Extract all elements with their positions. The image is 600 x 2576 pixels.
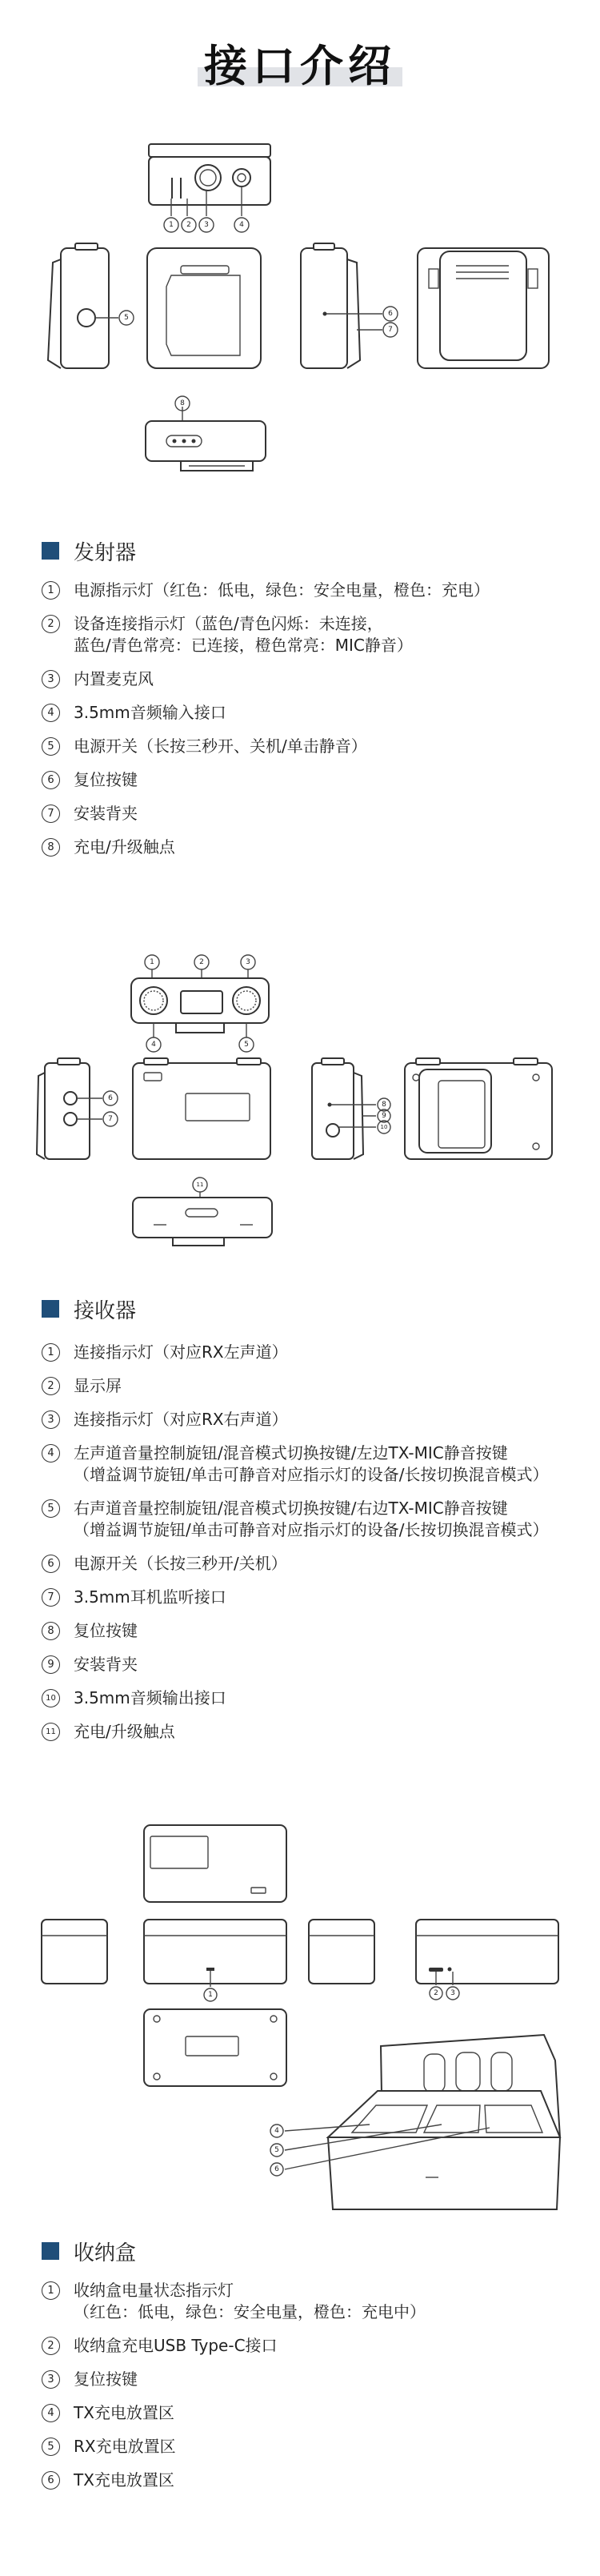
item-number: 5: [42, 737, 60, 756]
case-callout-6: 6: [274, 2165, 279, 2173]
rx-callout-10: 10: [380, 1124, 388, 1130]
tx-callout-1: 1: [169, 221, 174, 229]
case-right-view: [309, 1920, 374, 1984]
list-item: 4 左声道音量控制旋钮/混音模式切换按键/左边TX-MIC静音按键 （增益调节旋钮/单击可静音对应指示灯的设备/长按切换混音模式）: [42, 1442, 594, 1486]
case-back-view: [416, 1920, 558, 2000]
tx-left-view: [48, 243, 134, 368]
tx-top-view: [149, 144, 270, 216]
receiver-diagram: [0, 945, 600, 1281]
item-number: 3: [42, 670, 60, 688]
case-callout-3: 3: [450, 1989, 455, 1997]
rx-top-view: [131, 955, 269, 1052]
list-item: 11 充电/升级触点: [42, 1721, 594, 1743]
case-diagram: [0, 1809, 600, 2257]
rx-callout-3: 3: [246, 958, 250, 966]
transmitter-section-header: [42, 539, 136, 563]
item-number: 10: [42, 1689, 60, 1707]
list-item: 6 TX充电放置区: [42, 2470, 594, 2491]
case-callout-4: 4: [274, 2127, 279, 2135]
rx-right-view: [312, 1058, 390, 1159]
list-item: 8 复位按键: [42, 1620, 594, 1642]
transmitter-section-title: 发射器: [74, 540, 137, 565]
item-number: 11: [42, 1723, 60, 1741]
tx-callout-4: 4: [239, 221, 244, 229]
tx-callout-6: 6: [388, 310, 393, 318]
page-title-wrap: [0, 32, 600, 94]
item-number: 9: [42, 1655, 60, 1674]
item-number: 8: [42, 838, 60, 857]
section-marker-icon: [42, 1300, 59, 1318]
tx-callout-2: 2: [186, 221, 191, 229]
list-item: 2 显示屏: [42, 1375, 594, 1397]
list-item: 3 内置麦克风: [42, 668, 594, 690]
list-item: 3 复位按键: [42, 2369, 594, 2390]
rx-callout-11: 11: [196, 1182, 204, 1188]
list-item: 6 电源开关（长按三秒开/关机）: [42, 1553, 594, 1575]
rx-callout-8: 8: [382, 1101, 386, 1109]
tx-front-view: [147, 248, 261, 368]
item-number: 3: [42, 1410, 60, 1429]
list-item: 4 TX充电放置区: [42, 2402, 594, 2424]
list-item: 4 3.5mm音频输入接口: [42, 702, 594, 724]
list-item: 10 3.5mm音频输出接口: [42, 1687, 594, 1709]
list-item: 1 电源指示灯（红色：低电，绿色：安全电量，橙色：充电）: [42, 580, 594, 601]
list-item: 7 安装背夹: [42, 803, 594, 825]
item-number: 4: [42, 1444, 60, 1463]
item-number: 6: [42, 771, 60, 789]
list-item: 1 连接指示灯（对应RX左声道）: [42, 1342, 594, 1363]
list-item: 5 电源开关（长按三秒开、关机/单击静音）: [42, 736, 594, 757]
case-left-view: [42, 1920, 107, 1984]
case-callout-1: 1: [208, 1991, 213, 1999]
receiver-section-header: [42, 1297, 136, 1321]
receiver-section-title: 接收器: [74, 1298, 137, 1323]
section-marker-icon: [42, 542, 59, 560]
rx-callout-1: 1: [150, 958, 154, 966]
case-list: [42, 2280, 594, 2503]
item-number: 1: [42, 1343, 60, 1362]
list-item: 2 收纳盒充电USB Type-C接口: [42, 2335, 594, 2357]
case-section-header: [42, 2239, 136, 2263]
tx-bottom-view: [146, 396, 266, 471]
rx-callout-7: 7: [108, 1115, 113, 1123]
tx-callout-5: 5: [124, 314, 129, 322]
item-number: 5: [42, 1499, 60, 1518]
list-item: 3 连接指示灯（对应RX右声道）: [42, 1409, 594, 1430]
rx-callout-9: 9: [382, 1112, 386, 1120]
item-number: 1: [42, 581, 60, 600]
list-item: 9 安装背夹: [42, 1654, 594, 1675]
item-number: 7: [42, 1588, 60, 1607]
tx-back-view: [418, 248, 549, 368]
item-number: 4: [42, 2404, 60, 2422]
list-item: 7 3.5mm耳机监听接口: [42, 1587, 594, 1608]
receiver-list: [42, 1342, 594, 1755]
item-number: 6: [42, 2471, 60, 2490]
rx-bottom-view: [133, 1178, 272, 1246]
tx-top-callouts: [164, 218, 249, 232]
case-callout-2: 2: [434, 1989, 438, 1997]
case-top-view: [144, 1825, 286, 1902]
item-number: 3: [42, 2370, 60, 2389]
item-number: 5: [42, 2438, 60, 2456]
tx-callout-8: 8: [180, 399, 185, 407]
rx-callout-5: 5: [244, 1041, 249, 1049]
item-number: 6: [42, 1555, 60, 1573]
section-marker-icon: [42, 2242, 59, 2260]
rx-back-view: [405, 1058, 552, 1159]
item-number: 8: [42, 1622, 60, 1640]
case-bottom-view: [144, 2009, 286, 2086]
list-item: 5 RX充电放置区: [42, 2436, 594, 2458]
list-item: 8 充电/升级触点: [42, 837, 594, 858]
rx-left-view: [37, 1058, 118, 1159]
rx-front-view: [133, 1058, 270, 1159]
tx-callout-7: 7: [388, 326, 393, 334]
case-section-title: 收纳盒: [74, 2241, 137, 2265]
item-number: 7: [42, 804, 60, 823]
item-number: 4: [42, 704, 60, 722]
item-number: 1: [42, 2281, 60, 2300]
tx-callout-3: 3: [204, 221, 209, 229]
page-title: 接口介绍: [204, 41, 396, 91]
item-number: 2: [42, 2337, 60, 2355]
case-callout-5: 5: [274, 2146, 279, 2154]
list-item: 5 右声道音量控制旋钮/混音模式切换按键/右边TX-MIC静音按键 （增益调节旋钮/单击可静音对应指示灯的设备/长按切换混音模式）: [42, 1498, 594, 1541]
rx-callout-6: 6: [108, 1094, 113, 1102]
list-item: 6 复位按键: [42, 769, 594, 791]
item-number: 2: [42, 1377, 60, 1395]
list-item: 1 收纳盒电量状态指示灯 （红色：低电，绿色：安全电量，橙色：充电中）: [42, 2280, 594, 2323]
case-front-view: [144, 1920, 286, 2001]
rx-callout-4: 4: [151, 1041, 156, 1049]
rx-callout-2: 2: [199, 958, 204, 966]
transmitter-list: [42, 580, 594, 870]
item-number: 2: [42, 615, 60, 633]
case-open-view: [270, 2035, 560, 2209]
tx-right-view: [301, 243, 398, 368]
list-item: 2 设备连接指示灯（蓝色/青色闪烁：未连接， 蓝色/青色常亮：已连接，橙色常亮：MIC静音）: [42, 613, 594, 656]
